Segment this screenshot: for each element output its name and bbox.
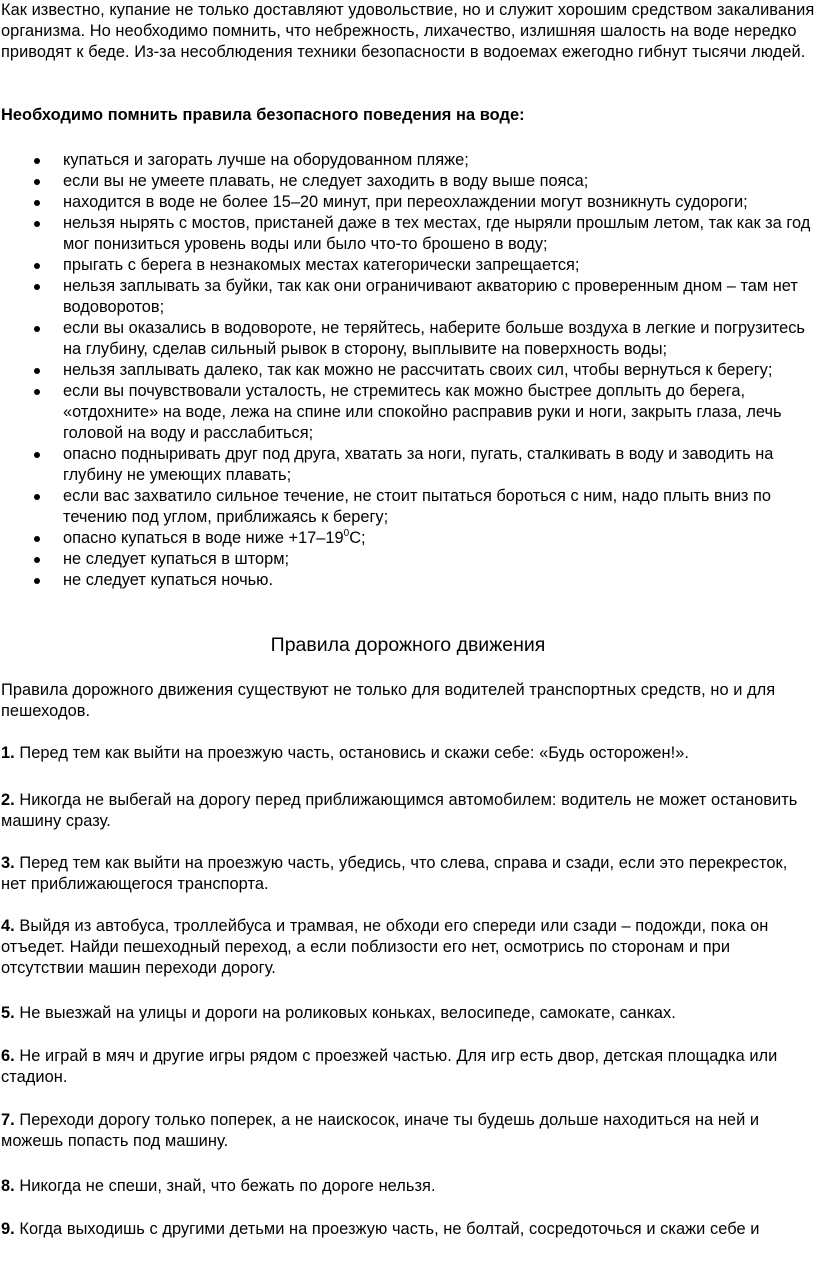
bullet-icon bbox=[34, 263, 40, 269]
list-item: не следует купаться в шторм; bbox=[0, 549, 816, 570]
bullet-icon bbox=[34, 494, 40, 500]
list-item: если вы не умеете плавать, не следует заходить в воду выше пояса; bbox=[0, 171, 816, 192]
list-item: купаться и загорать лучше на оборудованном пляже; bbox=[0, 150, 816, 171]
bullet-icon bbox=[34, 536, 40, 542]
bullet-icon bbox=[34, 452, 40, 458]
water-rules-heading: Необходимо помнить правила безопасного поведения на воде: bbox=[1, 106, 525, 124]
bullet-icon bbox=[34, 221, 40, 227]
bullet-icon bbox=[34, 158, 40, 164]
traffic-rule-5: 5. Не выезжай на улицы и дороги на роликовых коньках, велосипеде, самокате, санках. bbox=[1, 1004, 676, 1022]
bullet-icon bbox=[34, 284, 40, 290]
list-item: если вы оказались в водовороте, не теряйтесь, наберите больше воздуха в легкие и погрузитесь на глубину, сделав сильный рывок в сторону, выплывите на поверхность воды; bbox=[0, 318, 816, 360]
traffic-rule-4: 4. Выйдя из автобуса, троллейбуса и трамвая, не обходи его спереди или сзади – подожди, пока он отъедет. Найди пешеходный переход, а если поблизости его нет, осмотрись по сторонам и при отсутствии машин переходи дорогу. bbox=[1, 917, 769, 977]
list-item: нельзя нырять с мостов, пристаней даже в тех местах, где ныряли прошлым летом, так как за год мог понизиться уровень воды или было что-то брошено в воду; bbox=[0, 213, 816, 255]
traffic-rule-6: 6. Не играй в мяч и другие игры рядом с проезжей частью. Для игр есть двор, детская площадка или стадион. bbox=[1, 1047, 778, 1086]
list-item: нельзя заплывать далеко, так как можно не рассчитать своих сил, чтобы вернуться к берегу; bbox=[0, 360, 816, 381]
water-rules-list bbox=[0, 150, 816, 591]
list-item: не следует купаться ночью. bbox=[0, 570, 816, 591]
bullet-icon bbox=[34, 578, 40, 584]
traffic-intro-paragraph: Правила дорожного движения существуют не только для водителей транспортных средств, но и для пешеходов. bbox=[1, 681, 776, 720]
traffic-rule-7: 7. Переходи дорогу только поперек, а не наискосок, иначе ты будешь дольше находиться на ней и можешь попасть под машину. bbox=[1, 1111, 760, 1150]
list-item: опасно подныривать друг под друга, хватать за ноги, пугать, сталкивать в воду и заводить на глубину не умеющих плавать; bbox=[0, 444, 816, 486]
list-item: находится в воде не более 15–20 минут, при переохлаждении могут возникнуть судороги; bbox=[0, 192, 816, 213]
traffic-rule-9: 9. Когда выходишь с другими детьми на проезжую часть, не болтай, сосредоточься и скажи себе и bbox=[1, 1220, 760, 1238]
bullet-icon bbox=[34, 179, 40, 185]
bullet-icon bbox=[34, 389, 40, 395]
list-item: если вы почувствовали усталость, не стремитесь как можно быстрее доплыть до берега, «отдохните» на воде, лежа на спине или спокойно расправив руки и ноги, закрыть глаза, лечь головой на воду и расслабиться; bbox=[0, 381, 816, 444]
traffic-rules-title: Правила дорожного движения bbox=[270, 634, 546, 656]
traffic-rule-2: 2. Никогда не выбегай на дорогу перед приближающимся автомобилем: водитель не может остановить машину сразу. bbox=[1, 791, 798, 830]
bullet-icon bbox=[34, 368, 40, 374]
bullet-icon bbox=[34, 200, 40, 206]
list-item: нельзя заплывать за буйки, так как они ограничивают акваторию с проверенным дном – там нет водоворотов; bbox=[0, 276, 816, 318]
list-item: если вас захватило сильное течение, не стоит пытаться бороться с ним, надо плыть вниз по течению под углом, приближаясь к берегу; bbox=[0, 486, 816, 528]
bullet-icon bbox=[34, 557, 40, 563]
traffic-rule-3: 3. Перед тем как выйти на проезжую часть, убедись, что слева, справа и сзади, если это перекресток, нет приближающегося транспорта. bbox=[1, 854, 788, 893]
intro-paragraph: Как известно, купание не только доставляют удовольствие, но и служит хорошим средством закаливания организма. Но необходимо помнить, что небрежность, лихачество, излишняя шалость на воде нередко приводят к беде. Из-за несоблюдения техники безопасности в водоемах ежегодно гибнут тысячи людей. bbox=[1, 1, 815, 61]
list-item: опасно купаться в воде ниже $+17-19^0С$; bbox=[0, 528, 816, 549]
traffic-rule-8: 8. Никогда не спеши, знай, что бежать по дороге нельзя. bbox=[1, 1177, 436, 1195]
bullet-icon bbox=[34, 326, 40, 332]
list-item: прыгать с берега в незнакомых местах категорически запрещается; bbox=[0, 255, 816, 276]
traffic-rule-1: 1. Перед тем как выйти на проезжую часть, остановись и скажи себе: «Будь осторожен!». bbox=[1, 744, 689, 762]
